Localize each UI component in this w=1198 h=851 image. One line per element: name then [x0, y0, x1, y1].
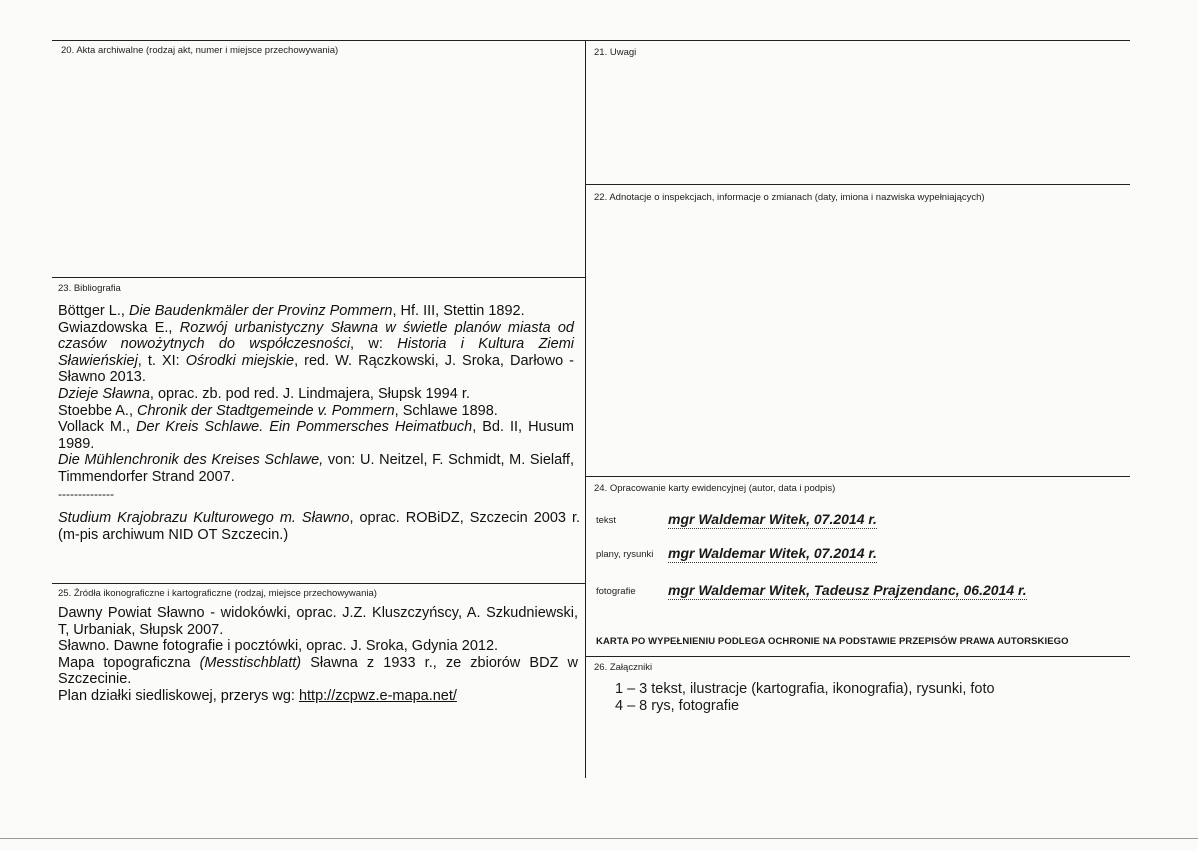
- author-row-key-plans: plany, rysunki: [596, 549, 654, 560]
- source-line: Sławno. Dawne fotografie i pocztówki, oprac. J. Sroka, Gdynia 2012.: [58, 638, 499, 655]
- bibliography-entry: Böttger L., Die Baudenkmäler der Provinz Pommern, Hf. III, Stettin 1892.: [58, 303, 525, 319]
- map-link[interactable]: http://zcpwz.e-mapa.net/: [298, 687, 457, 704]
- attachment-item: 4 – 8 rys, fotografie: [615, 698, 740, 714]
- iconography-sources: [58, 605, 578, 705]
- author-row-value-text: mgr Waldemar Witek, 07.2014 r.: [668, 511, 877, 527]
- source-line: Plan działki siedliskowej, przerys wg: http://zcpwz.e-mapa.net/: [58, 687, 457, 704]
- bibliography-entry: Stoebbe A., Chronik der Stadtgemeinde v. Pommern, Schlawe 1898.: [58, 402, 498, 419]
- bibliography-extra: Studium Krajobrazu Kulturowego m. Sławno, oprac. ROBiDZ, Szczecin 2003 r. (m-pis archiwum NID OT Szczecin.): [58, 510, 581, 543]
- author-row-key-text: tekst: [596, 515, 617, 526]
- author-row-key-photos: fotografie: [596, 586, 636, 597]
- author-row-value-photos: mgr Waldemar Witek, Tadeusz Prajzendanc, 06.2014 r.: [668, 582, 1027, 598]
- author-row-value-plans: mgr Waldemar Witek, 07.2014 r.: [668, 545, 877, 561]
- bibliography-entry: Gwiazdowska E., Rozwój urbanistyczny Sławna w świetle planów miasta od czasów nowożytnych do współczesności, w: Historia i Kultura Ziemi Sławieńskiej, t. XI: Ośrodki miejskie, red. W. Rączkowski, J. Sroka, Darłowo - Sławno 2013.: [58, 319, 575, 386]
- section-21-label: 21. Uwagi: [594, 47, 637, 58]
- section-23-label: 23. Bibliografia: [58, 283, 121, 294]
- rule-22-24: [585, 476, 1130, 477]
- bibliography-list: [58, 303, 574, 502]
- source-line: Mapa topograficzna (Messtischblatt) Sławna z 1933 r., ze zbiorów BDZ w Szczecinie.: [58, 654, 578, 688]
- section-20-label: 20. Akta archiwalne (rodzaj akt, numer i miejsce przechowywania): [61, 45, 339, 56]
- section-26-label: 26. Załączniki: [594, 662, 653, 673]
- attachment-item: 1 – 3 tekst, ilustracje (kartografia, ikonografia), rysunki, foto: [615, 681, 995, 697]
- copyright-note: KARTA PO WYPEŁNIENIU PODLEGA OCHRONIE NA PODSTAWIE PRZEPISÓW PRAWA AUTORSKIEGO: [596, 636, 1069, 647]
- bottom-scan-edge: [0, 838, 1198, 839]
- section-22-label: 22. Adnotacje o inspekcjach, informacje o zmianach (daty, imiona i nazwiska wypełniających): [594, 192, 985, 203]
- section-25-label: 25. Źródła ikonograficzne i kartograficzne (rodzaj, miejsce przechowywania): [58, 588, 377, 599]
- bibliography-entry: Die Mühlenchronik des Kreises Schlawe, von: U. Neitzel, F. Schmidt, M. Sielaff, Timmendorfer Strand 2007.: [58, 452, 574, 485]
- bibliography-separator: --------------: [58, 486, 114, 501]
- rule-23-25: [52, 583, 586, 584]
- rule-24-26: [585, 656, 1130, 657]
- source-line: Dawny Powiat Sławno - widokówki, oprac. J.Z. Kluszczyńscy, A. Szkudniewski, T, Urbaniak, Słupsk 2007.: [58, 605, 578, 638]
- bibliography-entry: Dzieje Sławna, oprac. zb. pod red. J. Lindmajera, Słupsk 1994 r.: [58, 385, 470, 402]
- bibliography-entry: Vollack M., Der Kreis Schlawe. Ein Pommersches Heimatbuch, Bd. II, Husum 1989.: [58, 419, 575, 452]
- rule-20-23: [52, 277, 586, 278]
- top-rule: [52, 40, 1130, 41]
- center-divider: [585, 40, 586, 778]
- section-24-label: 24. Opracowanie karty ewidencyjnej (autor, data i podpis): [594, 483, 836, 494]
- rule-21-22: [585, 184, 1130, 185]
